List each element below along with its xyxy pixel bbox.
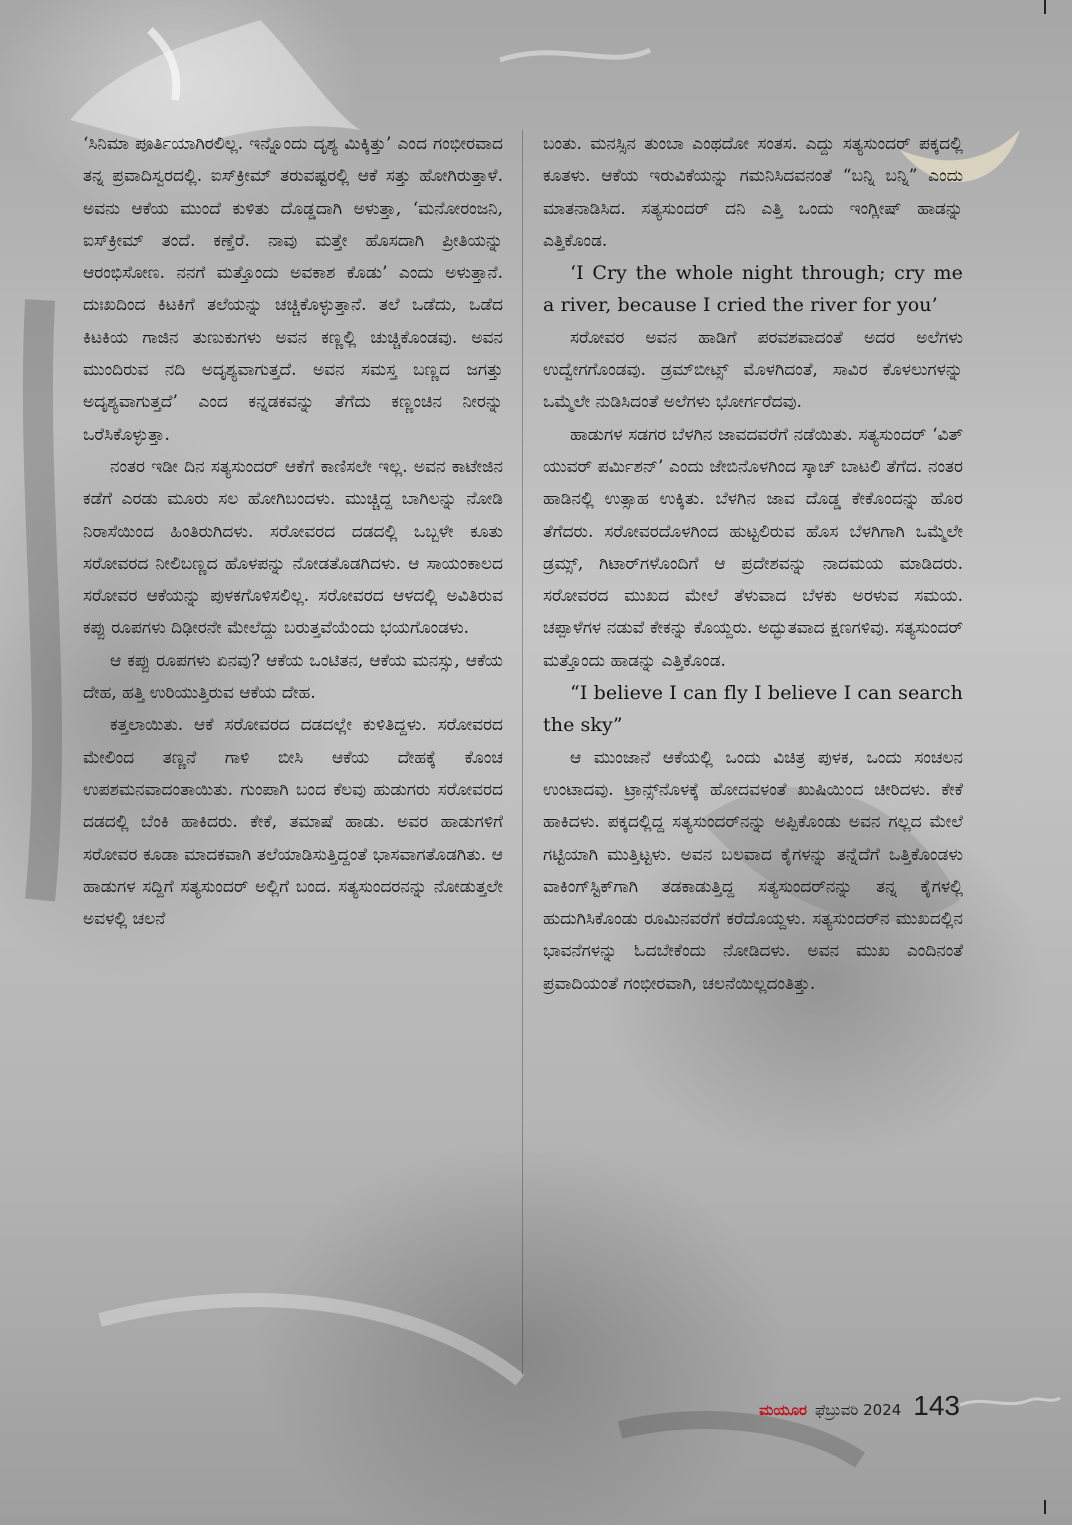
- paragraph: ಸರೋವರ ಅವನ ಹಾಡಿಗೆ ಪರವಶವಾದಂತೆ ಅದರ ಅಲೆಗಳು ಉದ್ವೇಗಗೊಂಡವು. ಡ್ರಮ್‌ಬೀಟ್ಸ್ ಮೊಳಗಿದಂತೆ, ಸಾವಿರ ಕೊಳಲುಗಳನ್ನು ಒಮ್ಮೆಲೇ ನುಡಿಸಿದಂತೆ ಅಲೆಗಳು ಭೋರ್ಗರೆದವು.: [543, 327, 963, 413]
- column-divider: [522, 130, 523, 1375]
- issue-date: ಫೆಬ್ರುವರಿ 2024: [814, 1401, 902, 1419]
- song-lyric: “I believe I can fly I believe I can search the sky”: [543, 682, 963, 737]
- paragraph: ಕತ್ತಲಾಯಿತು. ಆಕೆ ಸರೋವರದ ದಡದಲ್ಲೇ ಕುಳಿತಿದ್ದಳು. ಸರೋವರದ ಮೇಲಿಂದ ತಣ್ಣನೆ ಗಾಳಿ ಬೀಸಿ ಆಕೆಯ ದೇಹಕ್ಕೆ ಕೊಂಚ ಉಪಶಮನವಾದಂತಾಯಿತು. ಗುಂಪಾಗಿ ಬಂದ ಕೆಲವು ಹುಡುಗರು ಸರೋವರದ ದಡದಲ್ಲಿ ಬೆಂಕಿ ಹಾಕಿದರು. ಕೇಕೆ, ತಮಾಷೆ ಹಾಡು. ಅವರ ಹಾಡುಗಳಿಗೆ ಸರೋವರ ಕೂಡಾ ಮಾದಕವಾಗಿ ತಲೆಯಾಡಿಸುತ್ತಿದ್ದಂತೆ ಭಾಸವಾಗತೊಡಗಿತು. ಆ ಹಾಡುಗಳ ಸದ್ದಿಗೆ ಸತ್ಯಸುಂದರ್ ಅಲ್ಲಿಗೆ ಬಂದ. ಸತ್ಯಸುಂದರನನ್ನು ನೋಡುತ್ತಲೇ ಅವಳಲ್ಲಿ ಚಲನೆ: [83, 715, 503, 930]
- right-column: [543, 128, 963, 1000]
- paragraph: ‘ಸಿನಿಮಾ ಪೂರ್ತಿಯಾಗಿರಲಿಲ್ಲ. ಇನ್ನೊಂದು ದೃಶ್ಯ ಮಿಕ್ಕಿತ್ತು’ ಎಂದ ಗಂಭೀರವಾದ ತನ್ನ ಪ್ರವಾದಿಸ್ವರದಲ್ಲಿ. ಐಸ್‌ಕ್ರೀಮ್ ತರುವಷ್ಟರಲ್ಲಿ ಆಕೆ ಸತ್ತು ಹೋಗಿರುತ್ತಾಳೆ. ಅವನು ಆಕೆಯ ಮುಂದೆ ಕುಳಿತು ದೊಡ್ಡದಾಗಿ ಅಳುತ್ತಾ, ‘ಮನೋರಂಜನಿ, ಐಸ್‌ಕ್ರೀಮ್ ತಂದೆ. ಕಣ್ತೆರೆ. ನಾವು ಮತ್ತೇ ಹೊಸದಾಗಿ ಪ್ರೀತಿಯನ್ನು ಆರಂಭಿಸೋಣ. ನನಗೆ ಮತ್ತೊಂದು ಅವಕಾಶ ಕೊಡು’ ಎಂದು ಅಳುತ್ತಾನೆ. ದುಃಖದಿಂದ ಕಿಟಕಿಗೆ ತಲೆಯನ್ನು ಚಚ್ಚಿಕೊಳ್ಳುತ್ತಾನೆ. ತಲೆ ಒಡೆದು, ಒಡೆದ ಕಿಟಕಿಯ ಗಾಜಿನ ತುಣುಕುಗಳು ಅವನ ಕಣ್ಣಲ್ಲಿ ಚುಚ್ಚಿಕೊಂಡವು. ಅವನ ಮುಂದಿರುವ ನದಿ ಅದೃಶ್ಯವಾಗುತ್ತದೆ. ಅವನ ಸಮಸ್ತ ಬಣ್ಣದ ಜಗತ್ತು ಅದೃಶ್ಯವಾಗುತ್ತದೆ’ ಎಂದ ಕನ್ನಡಕವನ್ನು ತೆಗೆದು ಕಣ್ಣಂಚಿನ ನೀರನ್ನು ಒರೆಸಿಕೊಳ್ಳುತ್ತಾ.: [83, 134, 503, 445]
- crop-mark: [1044, 0, 1046, 14]
- crop-mark: [1044, 1500, 1046, 1514]
- page-footer: [759, 1390, 960, 1422]
- paragraph: ಆ ಮುಂಜಾನೆ ಆಕೆಯಲ್ಲಿ ಒಂದು ವಿಚಿತ್ರ ಪುಳಕ, ಒಂದು ಸಂಚಲನ ಉಂಟಾದವು. ಟ್ರಾನ್ಸ್‌ನೊಳಕ್ಕೆ ಹೋದವಳಂತೆ ಖುಷಿಯಿಂದ ಚೀರಿದಳು. ಕೇಕೆ ಹಾಕಿದಳು. ಪಕ್ಕದಲ್ಲಿದ್ದ ಸತ್ಯಸುಂದರ್‌ನನ್ನು ಅಪ್ಪಿಕೊಂಡು ಅವನ ಗಲ್ಲದ ಮೇಲೆ ಗಟ್ಟಿಯಾಗಿ ಮುತ್ತಿಟ್ಟಳು. ಅವನ ಬಲವಾದ ಕೈಗಳನ್ನು ತನ್ನೆದೆಗೆ ಒತ್ತಿಕೊಂಡಳು ವಾಕಿಂಗ್‌ಸ್ಟಿಕ್‌ಗಾಗಿ ತಡಕಾಡುತ್ತಿದ್ದ ಸತ್ಯಸುಂದರ್‌ನನ್ನು ತನ್ನ ಕೈಗಳಲ್ಲಿ ಹುದುಗಿಸಿಕೊಂಡು ರೂಮಿನವರೆಗೆ ಕರೆದೊಯ್ದಳು. ಸತ್ಯಸುಂದರ್‌ನ ಮುಖದಲ್ಲಿನ ಭಾವನೆಗಳನ್ನು ಓದಬೇಕೆಂದು ನೋಡಿದಳು. ಅವನ ಮುಖ ಎಂದಿನಂತೆ ಪ್ರವಾದಿಯಂತೆ ಗಂಭೀರವಾಗಿ, ಚಲನೆಯಿಲ್ಲದಂತಿತ್ತು.: [543, 747, 963, 994]
- left-column: [83, 128, 503, 935]
- paragraph: ಹಾಡುಗಳ ಸಡಗರ ಬೆಳಗಿನ ಜಾವದವರೆಗೆ ನಡೆಯಿತು. ಸತ್ಯಸುಂದರ್ ‘ವಿತ್ ಯುವರ್ ಪರ್ಮಿಶನ್’ ಎಂದು ಜೇಬಿನೊಳಗಿಂದ ಸ್ಕಾಚ್ ಬಾಟಲಿ ತೆಗೆದ. ನಂತರ ಹಾಡಿನಲ್ಲಿ ಉತ್ಸಾಹ ಉಕ್ಕಿತು. ಬೆಳಗಿನ ಜಾವ ದೊಡ್ಡ ಕೇಕೊಂದನ್ನು ಹೊರ ತೆಗೆದರು. ಸರೋವರದೊಳಗಿಂದ ಹುಟ್ಟಲಿರುವ ಹೊಸ ಬೆಳಗಿಗಾಗಿ ಒಮ್ಮೆಲೇ ಡ್ರಮ್ಸ್, ಗಿಟಾರ್‌ಗಳೊಂದಿಗೆ ಆ ಪ್ರದೇಶವನ್ನು ನಾದಮಯ ಮಾಡಿದರು. ಸರೋವರದ ಮುಖದ ಮೇಲೆ ತೆಳುವಾದ ಬೆಳಕು ಅರಳುವ ಸಮಯ. ಚಪ್ಪಾಳೆಗಳ ನಡುವೆ ಕೇಕನ್ನು ಕೊಯ್ದರು. ಅದ್ಭುತವಾದ ಕ್ಷಣಗಳಿವು. ಸತ್ಯಸುಂದರ್ ಮತ್ತೊಂದು ಹಾಡನ್ನು ಎತ್ತಿಕೊಂಡ.: [543, 424, 963, 671]
- page-number: 143: [913, 1390, 960, 1421]
- paragraph: ಬಂತು. ಮನಸ್ಸಿನ ತುಂಬಾ ಎಂಥದೋ ಸಂತಸ. ಎದ್ದು ಸತ್ಯಸುಂದರ್ ಪಕ್ಕದಲ್ಲಿ ಕೂತಳು. ಆಕೆಯ ಇರುವಿಕೆಯನ್ನು ಗಮನಿಸಿದವನಂತೆ “ಬನ್ನಿ ಬನ್ನಿ” ಎಂದು ಮಾತನಾಡಿಸಿದ. ಸತ್ಯಸುಂದರ್ ದನಿ ಎತ್ತಿ ಒಂದು ಇಂಗ್ಲೀಷ್ ಹಾಡನ್ನು ಎತ್ತಿಕೊಂಡ.: [543, 134, 963, 251]
- paragraph: ಆ ಕಪ್ಪು ರೂಪಗಳು ಏನವು? ಆಕೆಯ ಒಂಟಿತನ, ಆಕೆಯ ಮನಸ್ಸು, ಆಕೆಯ ದೇಹ, ಹತ್ತಿ ಉರಿಯುತ್ತಿರುವ ಆಕೆಯ ದೇಹ.: [83, 650, 503, 704]
- song-lyric: ‘I Cry the whole night through; cry me a river, because I cried the river for you’: [543, 262, 963, 317]
- magazine-name: ಮಯೂರ: [759, 1401, 807, 1419]
- paragraph: ನಂತರ ಇಡೀ ದಿನ ಸತ್ಯಸುಂದರ್ ಆಕೆಗೆ ಕಾಣಿಸಲೇ ಇಲ್ಲ. ಅವನ ಕಾಟೇಜಿನ ಕಡೆಗೆ ಎರಡು ಮೂರು ಸಲ ಹೋಗಿಬಂದಳು. ಮುಚ್ಚಿದ್ದ ಬಾಗಿಲನ್ನು ನೋಡಿ ನಿರಾಸೆಯಿಂದ ಹಿಂತಿರುಗಿದಳು. ಸರೋವರದ ದಡದಲ್ಲಿ ಒಬ್ಬಳೇ ಕೂತು ಸರೋವರದ ನೀಲಿಬಣ್ಣದ ಹೊಳಪನ್ನು ನೋಡತೊಡಗಿದಳು. ಆ ಸಾಯಂಕಾಲದ ಸರೋವರ ಆಕೆಯನ್ನು ಪುಳಕಗೊಳಿಸಲಿಲ್ಲ. ಸರೋವರದ ಆಳದಲ್ಲಿ ಅವಿತಿರುವ ಕಪ್ಪು ರೂಪಗಳು ದಿಢೀರನೇ ಮೇಲೆದ್ದು ಬರುತ್ತವೆಯೆಂದು ಭಯಗೊಂಡಳು.: [83, 456, 503, 639]
